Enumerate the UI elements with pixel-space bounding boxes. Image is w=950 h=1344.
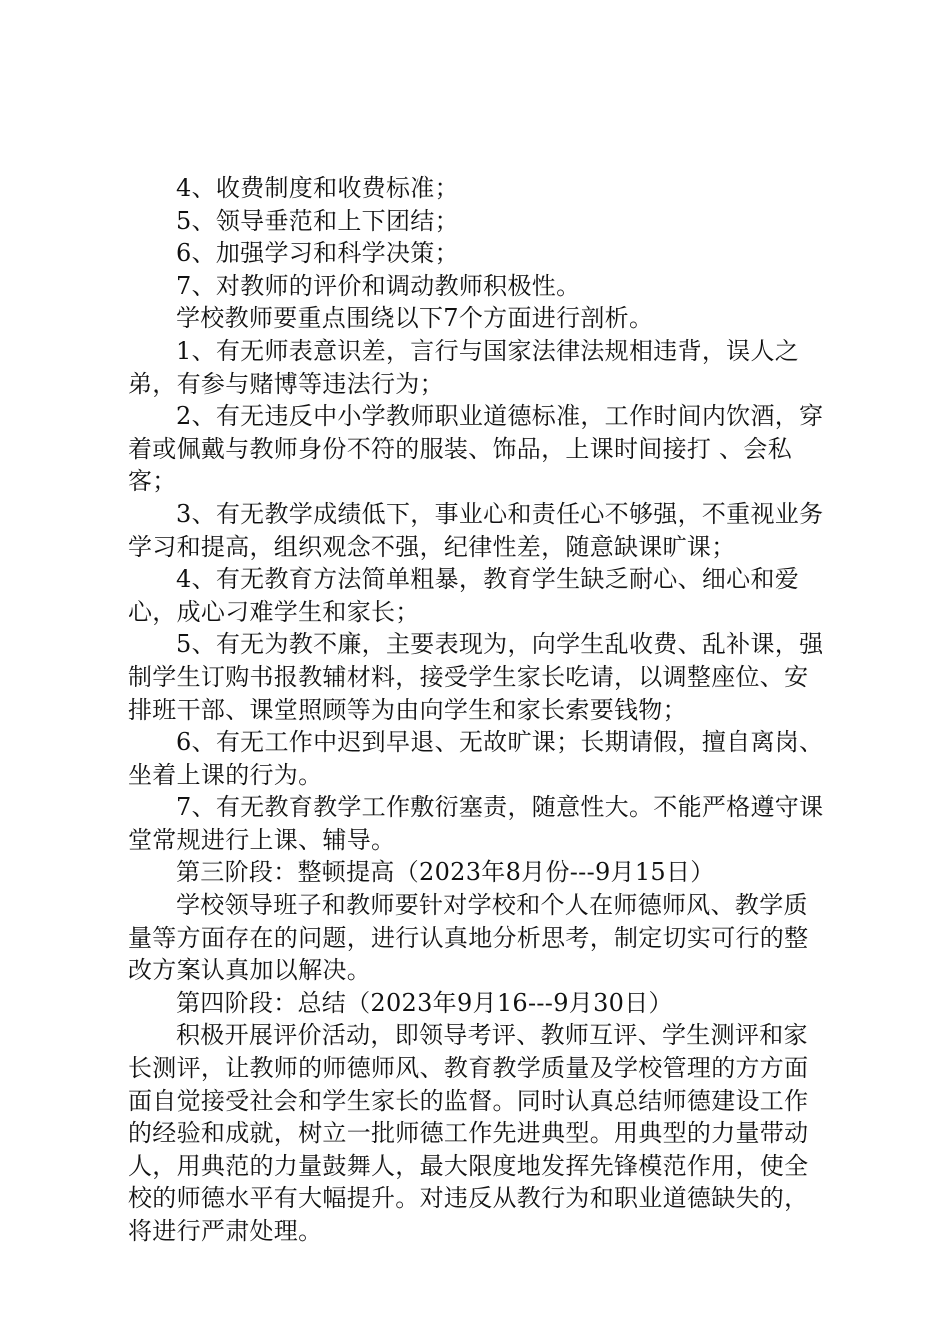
- paragraph-item-6: 6、有无工作中迟到早退、无故旷课；长期请假，擅自离岗、坐着上课的行为。: [128, 728, 824, 789]
- paragraph-teacher-analysis-intro: 学校教师要重点围绕以下7个方面进行剖析。: [176, 304, 654, 333]
- paragraph-item-7: 7、有无教育教学工作敷衍塞责，随意性大。不能严格遵守课堂常规进行上课、辅导。: [128, 793, 824, 854]
- paragraph-teacher-evaluation: 7、对教师的评价和调动教师积极性。: [176, 271, 581, 300]
- document-body: [128, 172, 828, 1248]
- paragraph-item-2: 2、有无违反中小学教师职业道德标准，工作时间内饮酒，穿着或佩戴与教师身份不符的服装、饰品，上课时间接打 、会私客；: [128, 402, 824, 496]
- paragraph-item-1: 1、有无师表意识差，言行与国家法律法规相违背，误人之弟，有参与赌博等违法行为；: [128, 336, 800, 398]
- paragraph-item-4: 4、有无教育方法简单粗暴，教育学生缺乏耐心、细心和爱心，成心刁难学生和家长；: [128, 565, 800, 626]
- paragraph-stage-three-body: 学校领导班子和教师要针对学校和个人在师德师风、教学质量等方面存在的问题，进行认真地分析思考，制定切实可行的整改方案认真加以解决。: [128, 891, 809, 985]
- paragraph-stage-four-heading: 第四阶段：总结（2023年9月16---9月30日）: [176, 988, 673, 1017]
- paragraph-stage-three-heading: 第三阶段：整顿提高（2023年8月份---9月15日）: [176, 858, 715, 887]
- paragraph-fee-system: 4、收费制度和收费标准；: [176, 174, 459, 202]
- paragraph-item-3: 3、有无教学成绩低下，事业心和责任心不够强，不重视业务学习和提高，组织观念不强，纪律性差，随意缺课旷课；: [128, 499, 824, 561]
- paragraph-stage-four-body: 积极开展评价活动，即领导考评、教师互评、学生测评和家长测评，让教师的师德师风、教育教学质量及学校管理的方方面面自觉接受社会和学生家长的监督。同时认真总结师德建设工作的经验和成就，树立一批师德工作先进典型。用典型的力量带动人，用典范的力量鼓舞人，最大限度地发挥先锋模范作用，使全校的师德水平有大幅提升。对违反从教行为和职业道德缺失的，将进行严肃处理。: [128, 1021, 809, 1245]
- paragraph-item-5: 5、有无为教不廉，主要表现为，向学生乱收费、乱补课，强制学生订购书报教辅材料，接受学生家长吃请，以调整座位、安排班干部、课堂照顾等为由向学生和家长索要钱物；: [128, 630, 824, 724]
- paragraph-study-decision: 6、加强学习和科学决策；: [176, 239, 459, 268]
- paragraph-leadership: 5、领导垂范和上下团结；: [176, 206, 459, 235]
